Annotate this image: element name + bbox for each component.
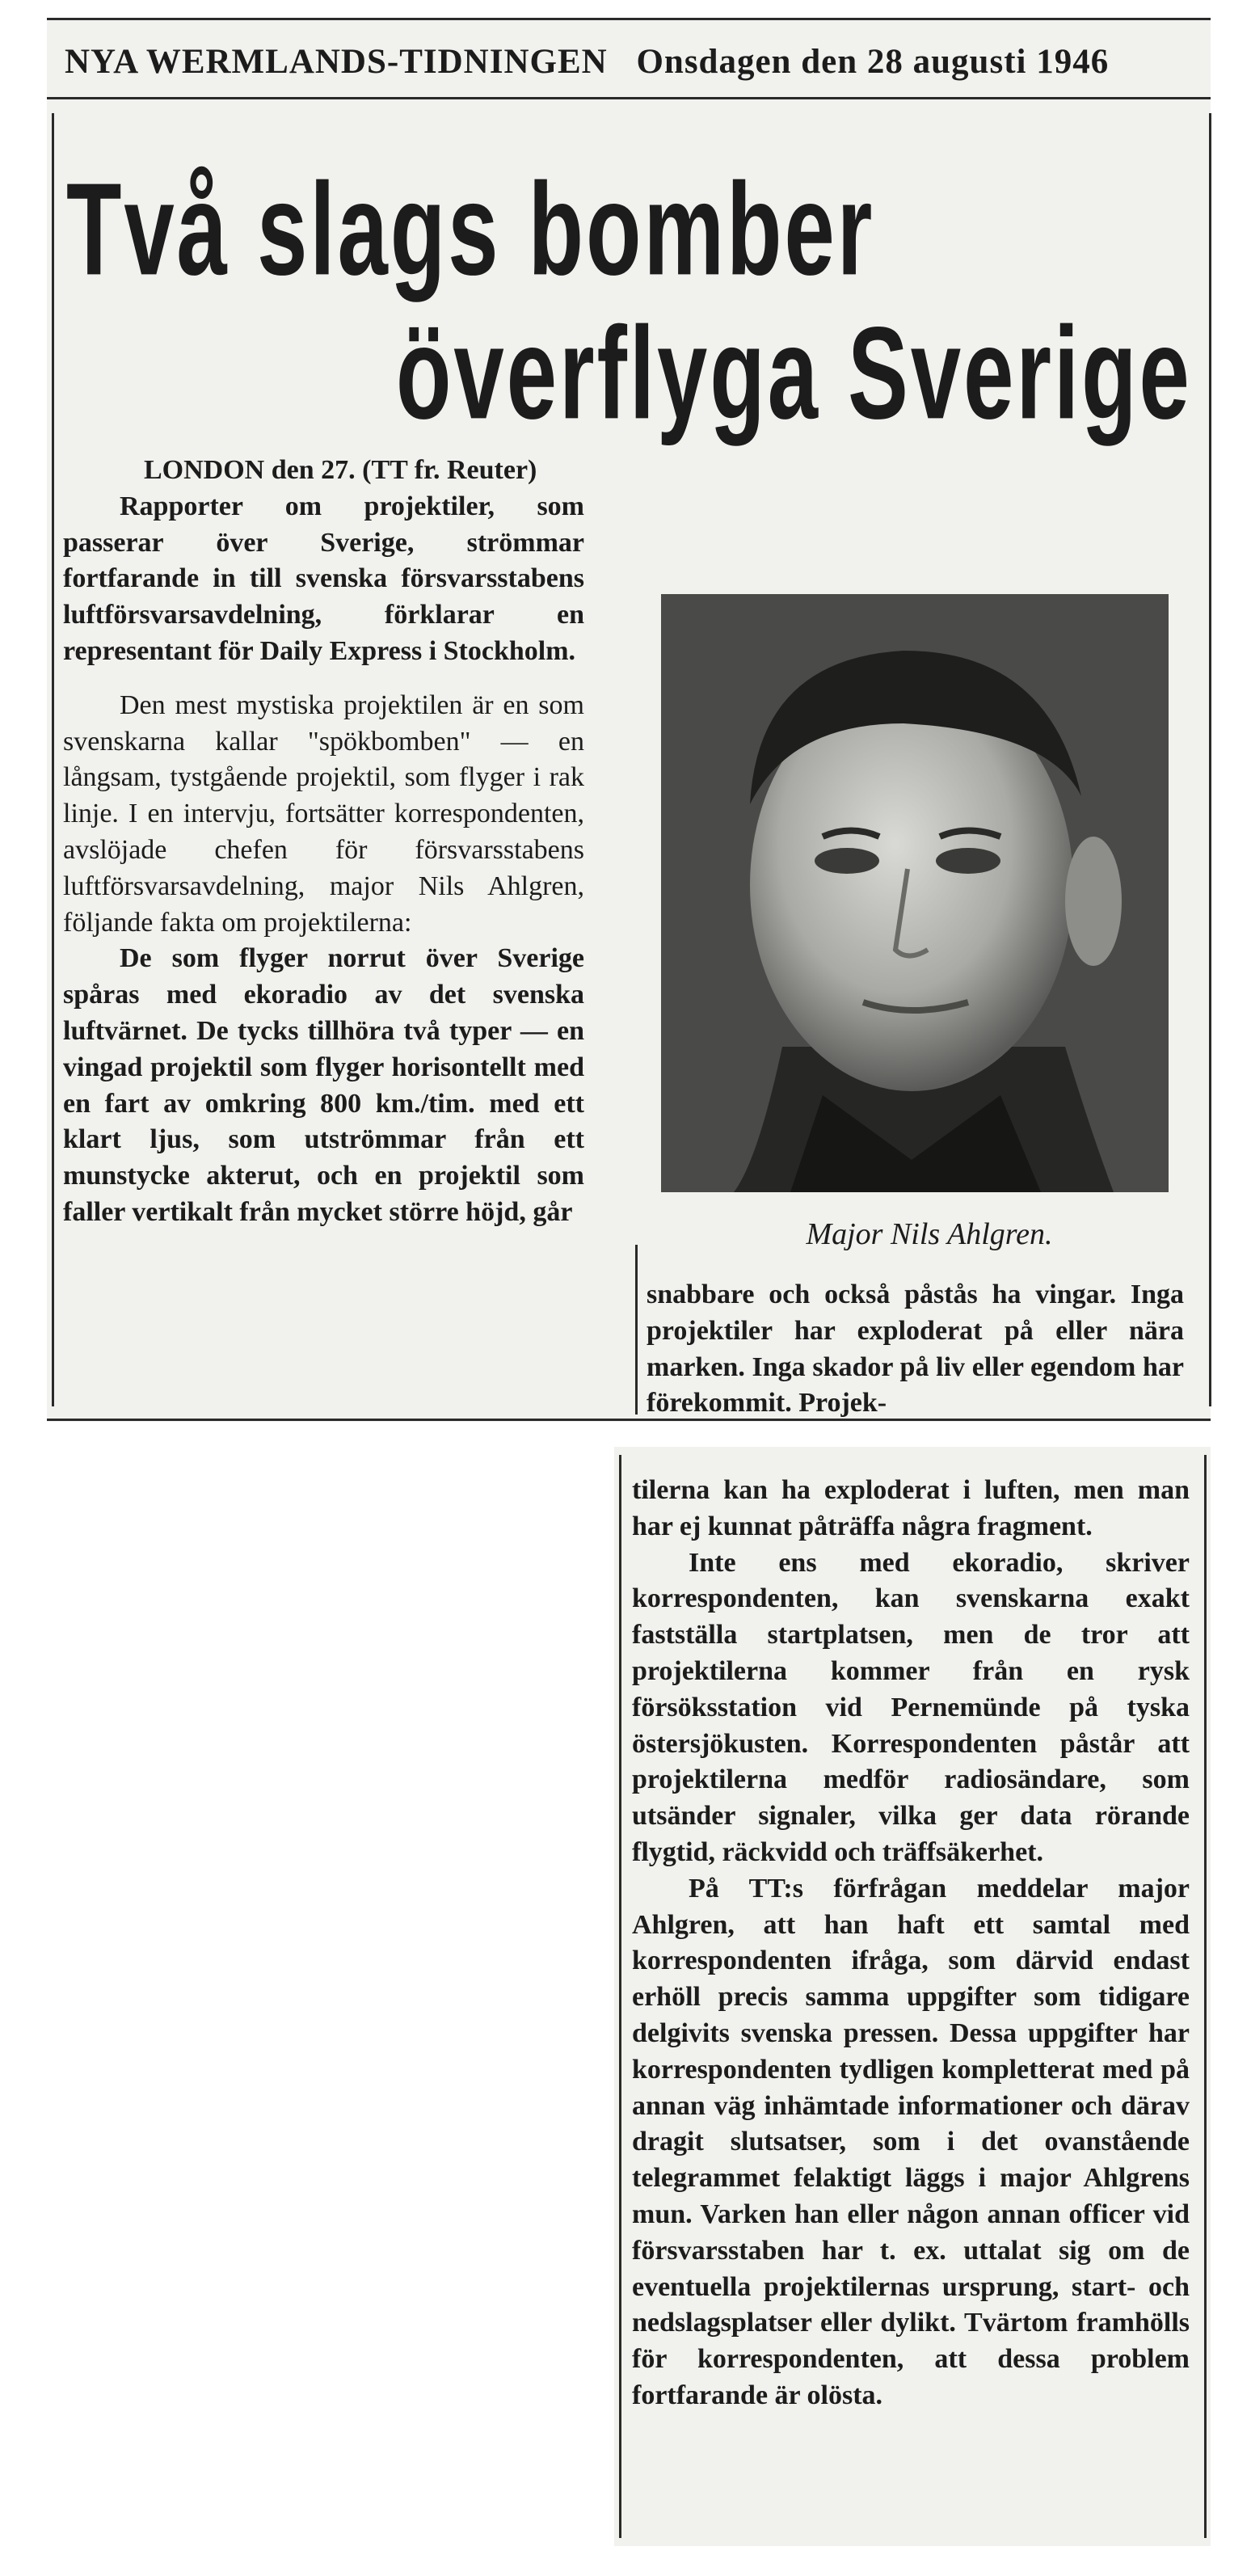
lower-column-right-rule [1204, 1455, 1207, 2538]
portrait-photo [661, 594, 1169, 1192]
paragraph-3: Inte ens med ekoradio, skriver korrespondenten, kan svenskarna exakt fastställa startplatsen, men de tror att projektilerna kommer från en rysk försöksstation vid Pernemünde på tyska östersjökusten. Korrespondenten påstår att projektilerna medför radiosändare, som utsänder signaler, vilka ger data rörande flygtid, räckvidd och träffsäkerhet. [632, 1547, 1190, 1867]
issue-date: Onsdagen den 28 augusti 1946 [636, 43, 1110, 81]
article-right-column-top [647, 1277, 1184, 1422]
article-left-column [63, 453, 584, 1231]
masthead-bottom-rule [47, 97, 1211, 99]
lower-column-left-rule [619, 1455, 621, 2538]
dateline: LONDON den 27. (TT fr. Reuter) [144, 455, 537, 485]
newspaper-name: NYA WERMLANDS-TIDNINGEN [65, 43, 608, 81]
column-divider [635, 1245, 638, 1414]
article-lower-column [632, 1473, 1190, 2414]
lead-paragraph: Rapporter om projektiler, som passerar över Sverige, strömmar fortfarande in till svenska försvarsstabens luftförsvarsavdelning, förklarar en representant för Daily Express i Stockholm. [63, 491, 584, 666]
paragraph-2-continued: snabbare och också påstås ha vingar. Inga projektiler har exploderat på eller nära marken. Inga skador på liv eller egendom har förekommit. Projek- [647, 1280, 1184, 1419]
paragraph-1: Den mest mystiska projektilen är en som svenskarna kallar "spökbomben" — en långsam, tystgående projektil, som flyger i rak linje. I en intervju, fortsätter korrespondenten, avslöjade chefen för försvarsstabens luftförsvarsavdelning, major Nils Ahlgren, följande fakta om projektilerna: [63, 689, 584, 938]
masthead-top-rule [47, 18, 1211, 20]
headline-line-1: Två slags bomber [66, 155, 875, 303]
paragraph-2: De som flyger norrut över Sverige spåras med ekoradio av det svenska luftvärnet. De tycks tillhöra två typer — en vingad projektil som flyger horisontellt med en fart av omkring 800 km./tim. med ett klart ljus, som utströmmar från ett munstycke akterut, och en projektil som faller vertikalt från mycket större höjd, går [63, 943, 584, 1227]
paragraph-2-end: tilerna kan ha exploderat i luften, men man har ej kunnat påträffa några fragment. [632, 1475, 1190, 1541]
headline-line-2: överflyga Sverige [396, 299, 1192, 447]
masthead [65, 42, 1139, 82]
photo-caption: Major Nils Ahlgren. [806, 1217, 1053, 1251]
paragraph-4: På TT:s förfrågan meddelar major Ahlgren, att han haft ett samtal med korrespondenten ifråga, som därvid endast erhöll precis samma uppgifter som tidigare delgivits svenska pressen. Dessa uppgifter har korrespondenten tydligen kompletterat med på annan väg inhämtade informationer och därav dragit slutsatser, som i det ovanstående telegrammet felaktigt läggs i major Ahlgrens mun. Varken han eller någon annan officer vid försvarsstaben har t. ex. uttalat sig om de eventuella projektilernas ursprung, start- och nedslagsplatser eller dylikt. Tvärtom framhölls för korrespondenten, att dessa problem fortfarande är olösta. [632, 1873, 1190, 2410]
left-border-rule [52, 113, 54, 1406]
